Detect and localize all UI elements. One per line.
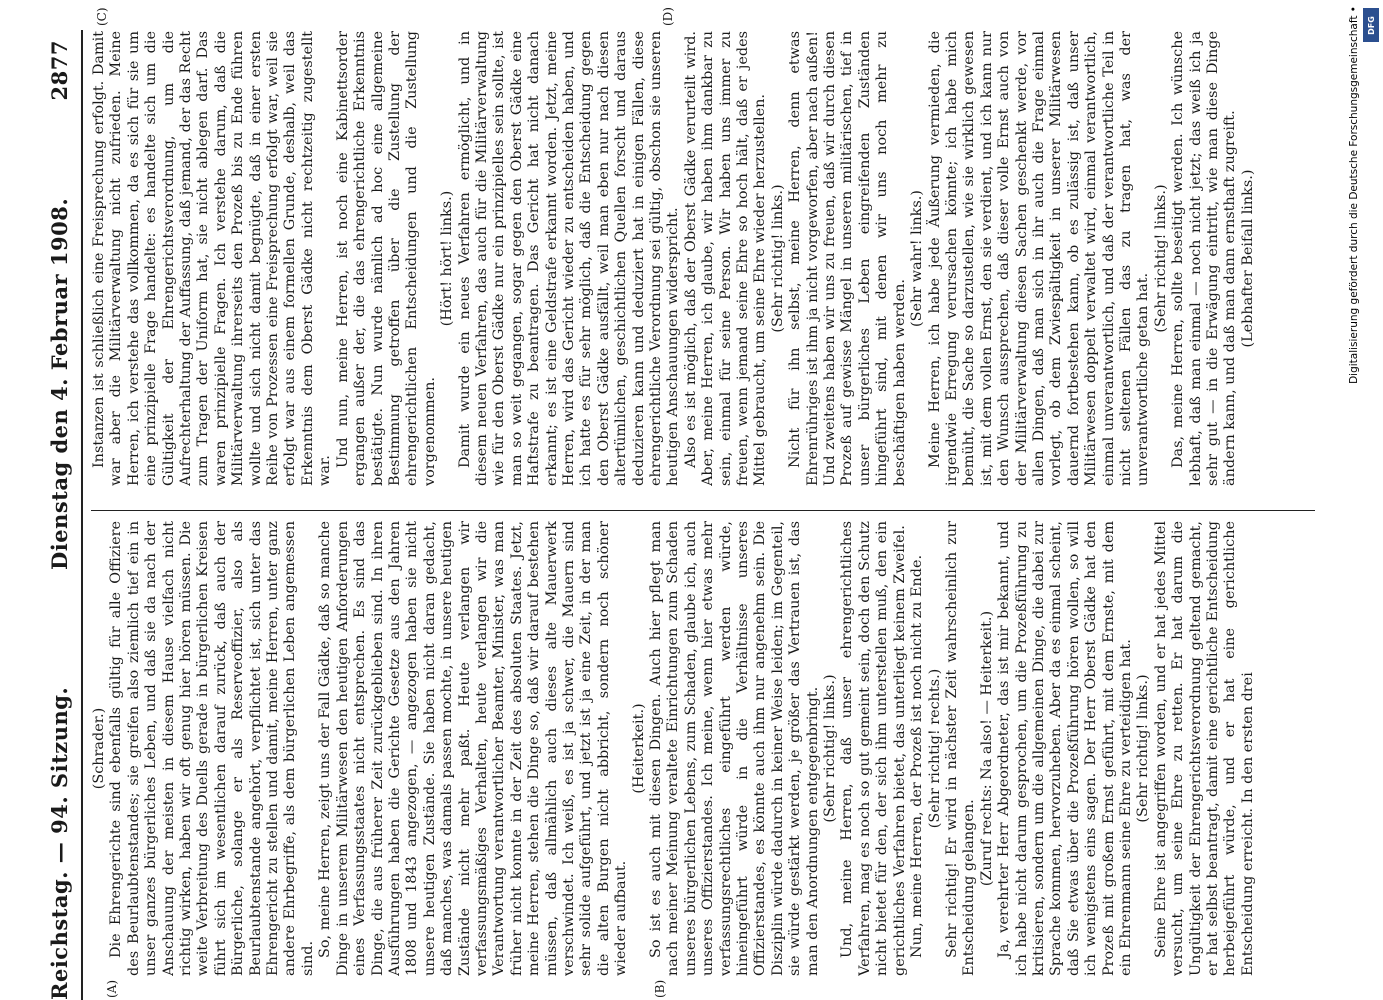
paragraph: Ja, verehrter Herr Abgeordneter, das ist mir bekannt, und ich habe nicht darum gesprochen, um die Prozeßführung zu kritisieren, sondern um die allgemeinen Dinge, die dabei zur Sprache kommen, hervorzuheben. Aber da es einmal scheint, daß Sie etwas über die Prozeßführung hören wollen, so will ich wenigstens eins sagen. Der Herr Oberst Gädke hat den Prozeß mit großem Ernst geführt, mit dem Ernste, mit dem ein Ehrenmann seine Ehre zu verteidigen hat. <box>996 521 1134 976</box>
paragraph: Und, meine Herren, daß unser ehrengerichtliches Verfahren, mag es noch so gut gemeint sein, doch den Schutz nicht bietet für den, der sich ihm unterstellen muß, den ein gerichtliches Verfahren bietet, das unterliegt keinem Zweifel. <box>839 521 908 976</box>
header-rule <box>81 30 83 1000</box>
interjection: (Sehr richtig! links.) <box>822 674 839 823</box>
paragraph: Instanzen ist schließlich eine Freisprechung erfolgt. Damit war aber die Militärverwaltung nicht zufrieden. Meine Herren, ich verstehe das vollkommen, da es sich für sie um eine prinzipielle Frage handelte: es handelte sich um die Gültigkeit der Ehrengerichtsverordnung, um die Aufrechterhaltung der Auffassung, daß jemand, der das Recht zum Tragen der Uniform hat, sie nicht ablegen darf. Das waren prinzipielle Fragen. Ich verstehe darum, daß die Militärverwaltung ihrerseits den Prozeß bis zu Ende führen wollte und sich nicht damit begnügte, daß in einer ersten Reihe von Prozessen eine Freisprechung erfolgt war, weil sie erfolgt war aus einem formellen Grunde, deshalb, weil das Erkenntnis dem Oberst Gädke nicht rechtzeitig zugestellt war. <box>91 31 334 486</box>
paragraph: Meine Herren, ich habe jede Äußerung vermieden, die irgendwie Erregung verursachen könnte; ich habe mich bemüht, die Sache so darzustellen, wie sie wirklich gewesen ist, mit dem vollen Ernst, den sie verdient, und ich kann nur den Wunsch aussprechen, daß dieser volle Ernst auch von der Militärverwaltung diesen Sachen geschenkt werde, vor allen Dingen, daß man sich in ihr auch die Frage einmal vorlegt, ob dem Zwiespältigkeit in unserer Militärwesen dauernd fortbestehen kann, ob es zulässig ist, daß unser Militärwesen doppelt verwaltet wird, einmal verantwortlich, einmal unverantwortlich, und daß der verantwortliche Teil in nicht seltenen Fällen das zu tragen hat, was der unverantwortliche getan hat. <box>926 31 1152 486</box>
interjection: (Heiterkeit.) <box>630 703 647 794</box>
paragraph: Seine Ehre ist angegriffen worden, und er hat jedes Mittel versucht, um seine Ehre zu retten. Er hat darum die Ungültigkeit der Ehrengerichtsverordnung geltend gemacht, er hat selbst beantragt, damit eine gerichtliche Entscheidung herbeigeführt würde, und er hat eine gerichtliche Entscheidung erreicht. In den ersten drei <box>1152 521 1256 976</box>
margin-marker-a: (A) <box>105 979 119 998</box>
interjection: (Sehr richtig! links.) <box>769 184 786 333</box>
paragraph: Nicht für ihn selbst, meine Herren, denn etwas Ehrenrühriges ist ihm ja nicht vorgeworfen, aber nach außen! Und zweitens haben wir uns zu freuen, daß wir durch diesen Prozeß auf gewisse Mängel in unseren militärischen, tief in unser bürgerliches Leben eingreifenden Zuständen hingeführt sind, mit denen wir uns noch mehr zu beschäftigen haben werden. <box>787 31 908 486</box>
interjection: (Sehr richtig! links.) <box>1152 184 1169 333</box>
margin-marker-c: (C) <box>95 7 109 26</box>
paragraph: Das, meine Herren, sollte beseitigt werden. Ich wünsche lebhaft, daß man einmal — noch nicht jetzt; das weiß ich ja sehr gut — in die Erwägung eintritt, wie man diese Dinge ändern kann, und daß man dann ernsthaft zugreift. <box>1170 31 1239 486</box>
paragraph: So ist es auch mit diesen Dingen. Auch hier pflegt man nach meiner Meinung veraltete Einrichtungen zum Schaden unseres bürgerlichen Lebens, zum Schaden, glaube ich, auch unseres Offizierstandes. Ich meine, wenn hier etwas mehr verfassungsrechtliches eingeführt werden würde, hineingeführt würde in die Verhältnisse unseres Offizierstandes, es könnte auch ihm nur angenehm sein. Die Disziplin würde dadurch in keiner Weise leiden; im Gegenteil, sie würde gestärkt werden, je größer das Vertrauen ist, das man den Anordnungen entgegenbringt. <box>648 521 821 976</box>
side-note <box>1339 0 1379 1000</box>
header-left: Reichstag. — 94. Sitzung. <box>47 686 72 1000</box>
margin-marker-d: (D) <box>661 7 675 26</box>
interjection: (Zuruf rechts: Na also! — Heiterkeit.) <box>978 610 995 887</box>
paragraph: So, meine Herren, zeigt uns der Fall Gädke, daß so manche Dinge in unserem Militärwesen den heutigen Anforderungen eines Verfassungsstaates nicht entsprechen. Es sind das Dinge, die aus früherer Zeit zurückgeblieben sind. In ihren Ausführungen haben die Gerichte Gesetze aus den Jahren 1808 und 1843 angezogen, — angezogen haben sie nicht unsere heutigen Zustände. Sie haben nicht daran gedacht, daß manches, was damals passen mochte, in unsere heutigen Zustände nicht mehr paßt. Heute verlangen wir verfassungsmäßiges Verhalten, heute verlangen wir die Verantwortung verantwortlicher Beamter, Minister, was man früher nicht konnte in der Zeit des absoluten Staates. Jetzt, meine Herren, stehen die Dinge so, daß wir darauf bestehen müssen, daß allmählich auch dieses alte Mauerwerk verschwindet. Ich weiß, es ist ja schwer, die Mauern sind sehr solide aufgeführt, und jetzt ist ja eine Zeit, in der man die alten Burgen nicht abbricht, sondern noch schöner wieder aufbaut. <box>317 521 630 976</box>
interjection: (Hört! hört! links.) <box>439 190 456 327</box>
interjection: (Sehr richtig! links.) <box>1135 674 1152 823</box>
paragraph: Sehr richtig! Er wird in nächster Zeit wahrscheinlich zur Entscheidung gelangen. <box>943 521 978 976</box>
funding-note: Digitalisierung gefördert durch die Deutsche Forschungsgemeinschaft • <box>1348 6 1360 384</box>
page-number: 2877 <box>47 40 72 101</box>
paragraph: Damit wurde ein neues Verfahren ermöglicht, und in diesem neuen Verfahren, das auch für die Militärverwaltung wie für den Oberst Gädke nur ein prinzipielles sein sollte, ist man so weit gegangen, sogar gegen den Oberst Gädke eine Haftstrafe zu beantragen. Das Gericht hat nicht danach erkannt; es ist eine Geldstrafe erkannt worden. Jetzt, meine Herren, wird das Gericht wieder zu entscheiden haben, und ich hatte es für sehr möglich, daß die Entscheidung gegen den Oberst Gädke ausfällt, weil man eben nur nach diesen altertümlichen, geschichtlichen Quellen forscht und daraus deduzieren kann und deduziert hat in einigen Fällen, diese ehrengerichtliche Verordnung sei gültig, obschon sie unseren heutigen Anschauungen widerspricht. <box>456 31 682 486</box>
page-header <box>47 0 81 1000</box>
column-divider <box>91 510 1315 511</box>
interjection: (Sehr wahr! links.) <box>909 190 926 327</box>
paragraph: Also es ist möglich, daß der Oberst Gädke verurteilt wird. Aber, meine Herren, ich glaube, wir haben ihm dankbar zu sein, einmal für seine Person. Wir haben uns immer zu freuen, wenn jemand seine Ehre so hoch hält, daß er jedes Mittel gebraucht, um seine Ehre wieder herzustellen. <box>682 31 769 486</box>
header-date: Dienstag den 4. Februar 1908. <box>47 197 72 570</box>
paragraph: Nun, meine Herren, der Prozeß ist noch nicht zu Ende. <box>909 554 926 958</box>
interjection: (Schrader.) <box>91 707 107 790</box>
interjection: (Sehr richtig! rechts.) <box>926 668 943 829</box>
interjection: (Lebhafter Beifall links.) <box>1239 169 1256 348</box>
paragraph: Die Ehrengerichte sind ebenfalls gültig für alle Offiziere des Beurlaubtenstandes; sie greifen also ziemlich tief ein in unser ganzes bürgerliches Leben, und daß sie da nach der Anschauung der meisten in diesem Hause vielfach nicht richtig wirken, haben wir oft genug hier hören müssen. Die weite Verbreitung des Duells gerade in bürgerlichen Kreisen führt sich im wesentlichen darauf zurück, daß auch der Bürgerliche, solange er als Reserveoffizier, also als Beurlaubtenstande angehört, verpflichtet ist, sich unter das Ehrengericht zu stellen und damit, meine Herren, unter ganz andere Ehrbegriffe, als dem bürgerlichen Leben angemessen sind. <box>108 521 316 976</box>
left-column <box>91 521 1335 976</box>
dfg-logo-text: DFG <box>1366 15 1376 35</box>
right-column <box>91 31 1335 486</box>
margin-marker-b: (B) <box>653 979 667 998</box>
paragraph: Und nun, meine Herren, ist noch eine Kabinettsorder ergangen außer der, die das ehrengerichtliche Erkenntnis bestätigte. Nun wurde nämlich ad hoc eine allgemeine Bestimmung getroffen über die Zustellung der ehrengerichtlichen Entscheidungen und die Zustellung vorgenommen. <box>334 31 438 486</box>
rotated-page <box>25 0 1355 1000</box>
